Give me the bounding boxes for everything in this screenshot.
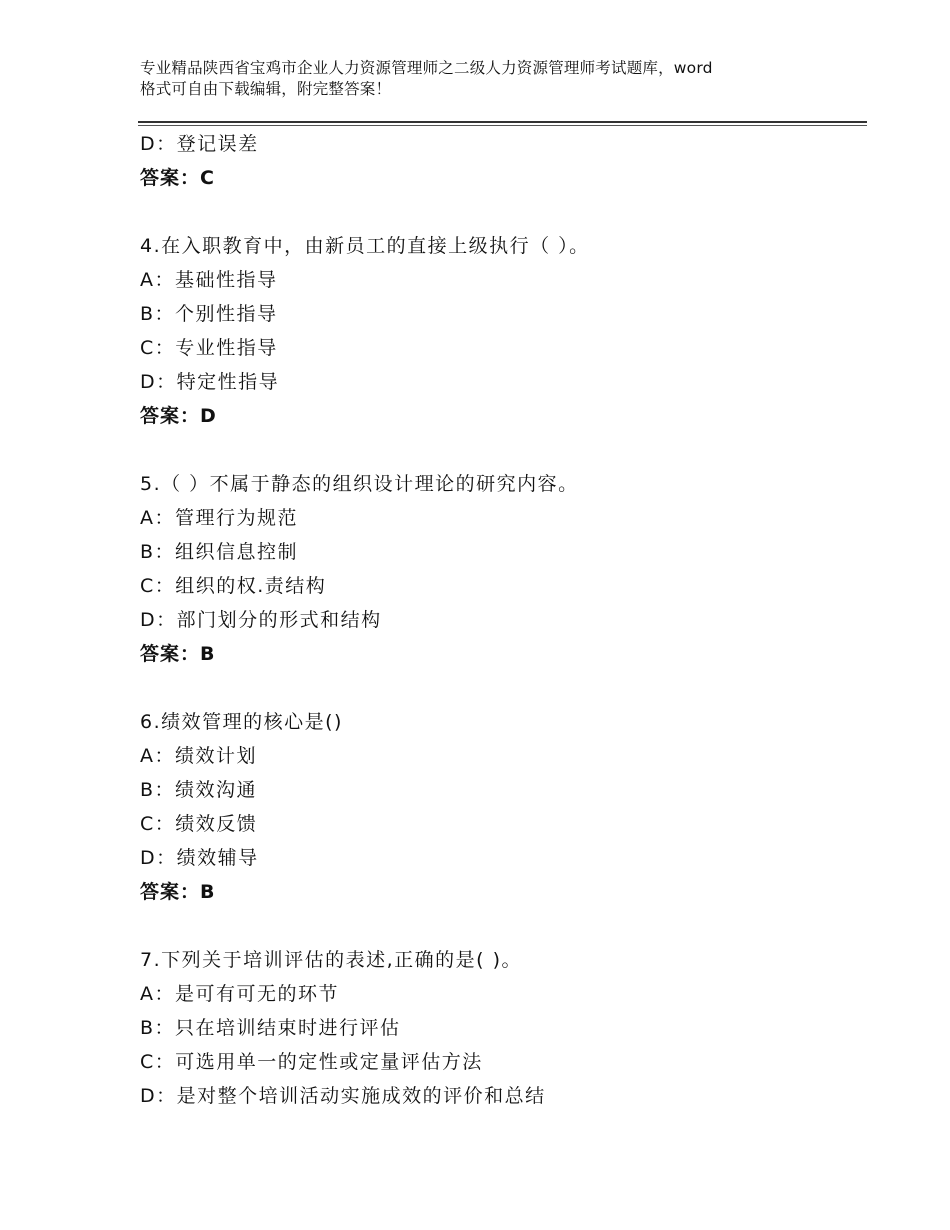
question-5: [140, 467, 860, 671]
option-d: D：绩效辅导: [140, 847, 259, 869]
question-stem: 7.下列关于培训评估的表述,正确的是( )。: [140, 949, 523, 971]
option-a: A：是可有可无的环节: [140, 983, 339, 1005]
question-stem: 4.在入职教育中，由新员工的直接上级执行（ ）。: [140, 235, 590, 257]
spacer: [140, 433, 860, 467]
header-line-2: 格式可自由下载编辑，附完整答案！: [140, 80, 392, 98]
option-c: C：组织的权.责结构: [140, 575, 327, 597]
answer-line: 答案：B: [140, 881, 216, 903]
option-b: B：个别性指导: [140, 303, 278, 325]
option-b: B：只在培训结束时进行评估: [140, 1017, 401, 1039]
option-a: A：管理行为规范: [140, 507, 298, 529]
option-d: D：部门划分的形式和结构: [140, 609, 382, 631]
answer-line: 答案：D: [140, 405, 217, 427]
option-c: C：绩效反馈: [140, 813, 258, 835]
header-rule-thin: [138, 125, 867, 126]
option-d: D：是对整个培训活动实施成效的评价和总结: [140, 1085, 546, 1107]
header-line-1: 专业精品陕西省宝鸡市企业人力资源管理师之二级人力资源管理师考试题库，word: [140, 59, 713, 77]
option-c: C：可选用单一的定性或定量评估方法: [140, 1051, 483, 1073]
question-4: [140, 229, 860, 433]
question-list: [140, 127, 860, 1113]
option-a: A：基础性指导: [140, 269, 278, 291]
option-b: B：组织信息控制: [140, 541, 299, 563]
spacer: [140, 195, 860, 229]
option-d: D：特定性指导: [140, 371, 280, 393]
answer-line: 答案：C: [140, 167, 215, 189]
option-b: B：绩效沟通: [140, 779, 258, 801]
answer-line: 答案：B: [140, 643, 216, 665]
spacer: [140, 671, 860, 705]
option-d: D：登记误差: [140, 133, 259, 155]
question-stem: 5.（ ）不属于静态的组织设计理论的研究内容。: [140, 473, 579, 495]
question-7: [140, 943, 860, 1113]
option-c: C：专业性指导: [140, 337, 278, 359]
question-3-tail: [140, 127, 860, 195]
option-a: A：绩效计划: [140, 745, 257, 767]
spacer: [140, 909, 860, 943]
document-header: [140, 58, 830, 100]
question-stem: 6.绩效管理的核心是(): [140, 711, 343, 733]
question-6: [140, 705, 860, 909]
header-rule-thick: [138, 121, 867, 123]
